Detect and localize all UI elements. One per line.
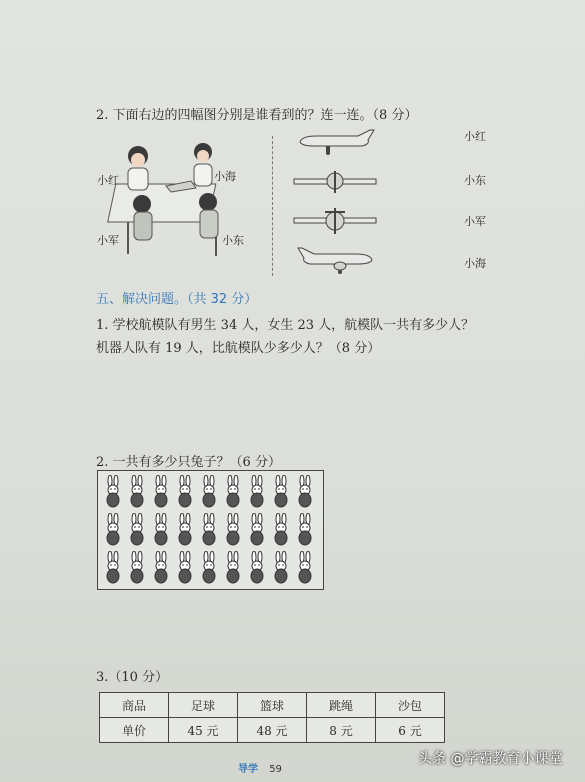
table-row-items bbox=[100, 693, 445, 718]
page-number: 59 bbox=[269, 764, 282, 775]
table-row-prices bbox=[100, 718, 445, 743]
page-footer bbox=[238, 760, 282, 775]
rabbit-icon bbox=[295, 513, 315, 547]
rabbit-grid bbox=[97, 470, 324, 590]
kid-label-xiaodong: 小东 bbox=[222, 234, 244, 247]
right-name-2: 小东 bbox=[464, 174, 486, 187]
rabbit-icon bbox=[223, 551, 243, 585]
table-cell: 单价 bbox=[100, 718, 169, 743]
right-name-4: 小海 bbox=[464, 257, 486, 270]
table-cell: 商品 bbox=[100, 693, 169, 718]
rabbit-icon bbox=[223, 475, 243, 509]
rabbit-icon bbox=[151, 475, 171, 509]
airplane-view-top bbox=[292, 170, 378, 194]
right-name-1: 小红 bbox=[464, 130, 486, 143]
dashed-divider bbox=[272, 136, 273, 276]
kid-label-xiaojun: 小军 bbox=[97, 234, 119, 247]
kid-label-xiaohai: 小海 bbox=[214, 170, 236, 183]
problem-2-title: 2. 一共有多少只兔子？（6 分） bbox=[96, 455, 281, 470]
rabbit-icon bbox=[151, 551, 171, 585]
right-name-3: 小军 bbox=[464, 215, 486, 228]
rabbit-icon bbox=[175, 475, 195, 509]
kid-label-xiaohong: 小红 bbox=[97, 174, 119, 187]
rabbit-icon bbox=[199, 551, 219, 585]
problem-1-line-1: 1. 学校航模队有男生 34 人，女生 23 人，航模队一共有多少人？ bbox=[96, 318, 475, 333]
rabbit-icon bbox=[151, 513, 171, 547]
rabbit-icon bbox=[271, 551, 291, 585]
rabbit-icon bbox=[175, 551, 195, 585]
table-cell: 足球 bbox=[169, 693, 238, 718]
table-cell: 45 元 bbox=[169, 718, 238, 743]
rabbit-icon bbox=[223, 513, 243, 547]
table-cell: 48 元 bbox=[238, 718, 307, 743]
rabbit-icon bbox=[271, 513, 291, 547]
rabbit-icon bbox=[103, 551, 123, 585]
airplane-view-front bbox=[292, 208, 378, 236]
rabbit-icon bbox=[199, 475, 219, 509]
watermark: 头条 @学霸教育小课堂 bbox=[418, 751, 563, 767]
airplane-view-side-reverse bbox=[294, 246, 376, 276]
table-cell: 篮球 bbox=[238, 693, 307, 718]
rabbit-icon bbox=[295, 475, 315, 509]
publisher-logo: 导学 bbox=[238, 764, 258, 775]
rabbit-icon bbox=[247, 551, 267, 585]
airplane-view-side bbox=[296, 128, 378, 156]
rabbit-icon bbox=[199, 513, 219, 547]
table-cell: 6 元 bbox=[376, 718, 445, 743]
problem-1-line-2: 机器人队有 19 人，比航模队少多少人？（8 分） bbox=[96, 341, 381, 356]
table-cell: 8 元 bbox=[307, 718, 376, 743]
section-5-title: 五、解决问题。（共 32 分） bbox=[96, 292, 258, 307]
question-2-title: 2. 下面右边的四幅图分别是谁看到的？连一连。（8 分） bbox=[96, 108, 418, 123]
rabbit-icon bbox=[247, 513, 267, 547]
rabbit-icon bbox=[295, 551, 315, 585]
rabbit-icon bbox=[103, 513, 123, 547]
rabbit-icon bbox=[175, 513, 195, 547]
rabbit-icon bbox=[127, 513, 147, 547]
problem-3-title: 3.（10 分） bbox=[96, 670, 169, 685]
table-cell: 跳绳 bbox=[307, 693, 376, 718]
rabbit-icon bbox=[103, 475, 123, 509]
rabbit-icon bbox=[127, 551, 147, 585]
price-table bbox=[99, 692, 445, 743]
rabbit-icon bbox=[271, 475, 291, 509]
rabbit-icon bbox=[247, 475, 267, 509]
rabbit-icon bbox=[127, 475, 147, 509]
table-cell: 沙包 bbox=[376, 693, 445, 718]
